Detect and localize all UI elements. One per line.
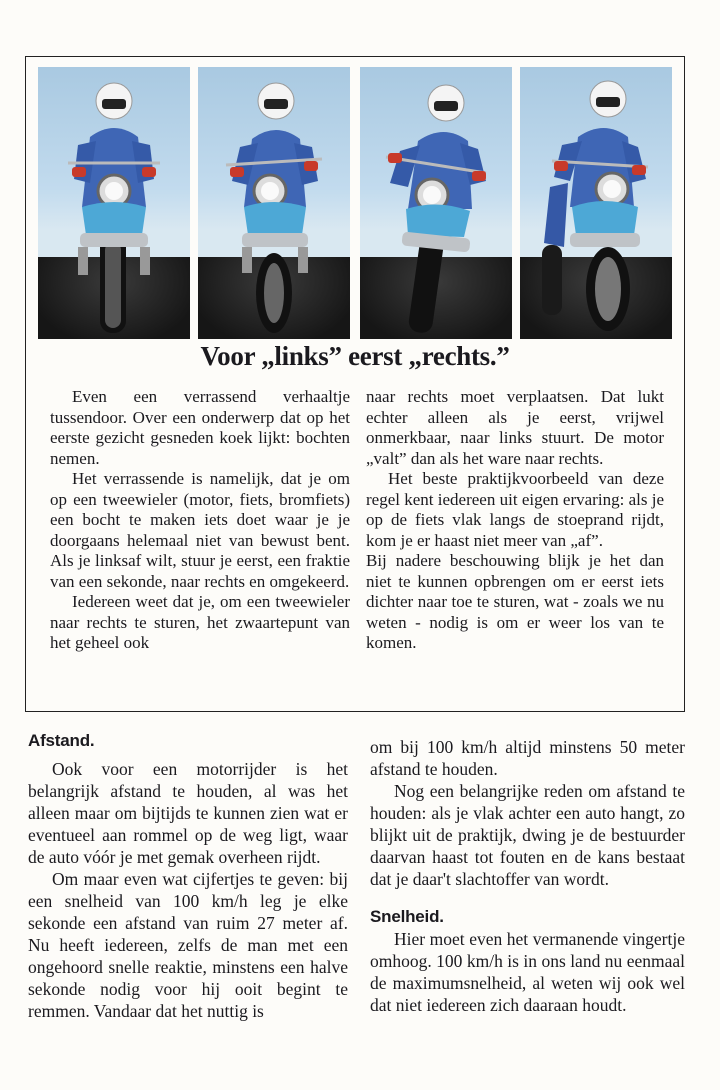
motorcycle-photo-3 (360, 67, 512, 339)
motorcycle-photo-1 (38, 67, 190, 339)
paragraph: Het beste praktijkvoorbeeld van deze regel kent iedereen uit eigen ervaring: als je op de fiets vlak langs de stoeprand rijdt, kom je er haast niet meer van „af”. (366, 469, 664, 550)
paragraph: om bij 100 km/h altijd minstens 50 meter afstand te houden. (370, 737, 685, 779)
paragraph: naar rechts moet verplaatsen. Dat lukt echter alleen als je eerst, vrijwel onmerkbaar, naar links stuurt. De motor „valt” dan als het ware naar rechts. (366, 387, 664, 468)
article-column-left (50, 387, 350, 654)
motorcycle-photo-4 (520, 67, 672, 339)
paragraph: Bij nadere beschouwing blijk je het dan niet te kunnen opbrengen om er eerst iets dichter naar toe te sturen, wat - zoals we nu weten - nodig is om er weer los van te komen. (366, 551, 664, 652)
paragraph: Nog een belangrijke reden om afstand te houden: als je vlak achter een auto hangt, zo blijkt uit de praktijk, dwing je de bestuurder daarvan haast tot fouten en de kans bestaat dat je daar't slachtoffer van wordt. (370, 781, 685, 889)
paragraph: Even een verrassend verhaaltje tussendoor. Over een onderwerp dat op het eerste gezicht gesneden koek lijkt: bochten nemen. (50, 387, 350, 468)
article-column-right (366, 387, 664, 654)
lower-column-left (28, 731, 348, 1022)
inset-box (25, 56, 685, 712)
photo-strip (38, 67, 672, 339)
paragraph: Ook voor een motorrijder is het belangrijk afstand te houden, al was het alleen maar om bijtijds te kunnen zien wat er eventueel aan rommel op de weg ligt, waar de auto vóór je met gemak overheen rijdt. (28, 759, 348, 867)
paragraph: Het verrassende is namelijk, dat je om op een tweewieler (motor, fiets, bromfiets) een bocht te maken iets doet waar je je doorgaans helemaal niet van bewust bent. Als je linksaf wilt, stuur je eerst, een fraktie van een sekonde, naar rechts en omgekeerd. (50, 469, 350, 591)
section-heading-afstand: Afstand. (28, 731, 95, 750)
lower-column-right (370, 736, 685, 1016)
section-heading-snelheid: Snelheid. (370, 907, 444, 926)
paragraph: Iedereen weet dat je, om een tweewieler naar rechts te sturen, het zwaartepunt van het geheel ook (50, 592, 350, 652)
paragraph: Om maar even wat cijfertjes te geven: bij een snelheid van 100 km/h leg je elke sekonde een afstand van ruim 27 meter af. Nu heeft iedereen, zelfs de man met een ongehoord snelle reaktie, minstens een halve sekonde nodig voor hij ooit begint te remmen. Vandaar dat het nuttig is (28, 869, 348, 1021)
paragraph: Hier moet even het vermanende vingertje omhoog. 100 km/h is in ons land nu eenmaal de maximumsnelheid, al weten wij ook wel dat niet iedereen zich daaraan houdt. (370, 929, 685, 1015)
motorcycle-photo-2 (198, 67, 350, 339)
article-title: Voor „links” eerst „rechts.” (200, 341, 510, 371)
